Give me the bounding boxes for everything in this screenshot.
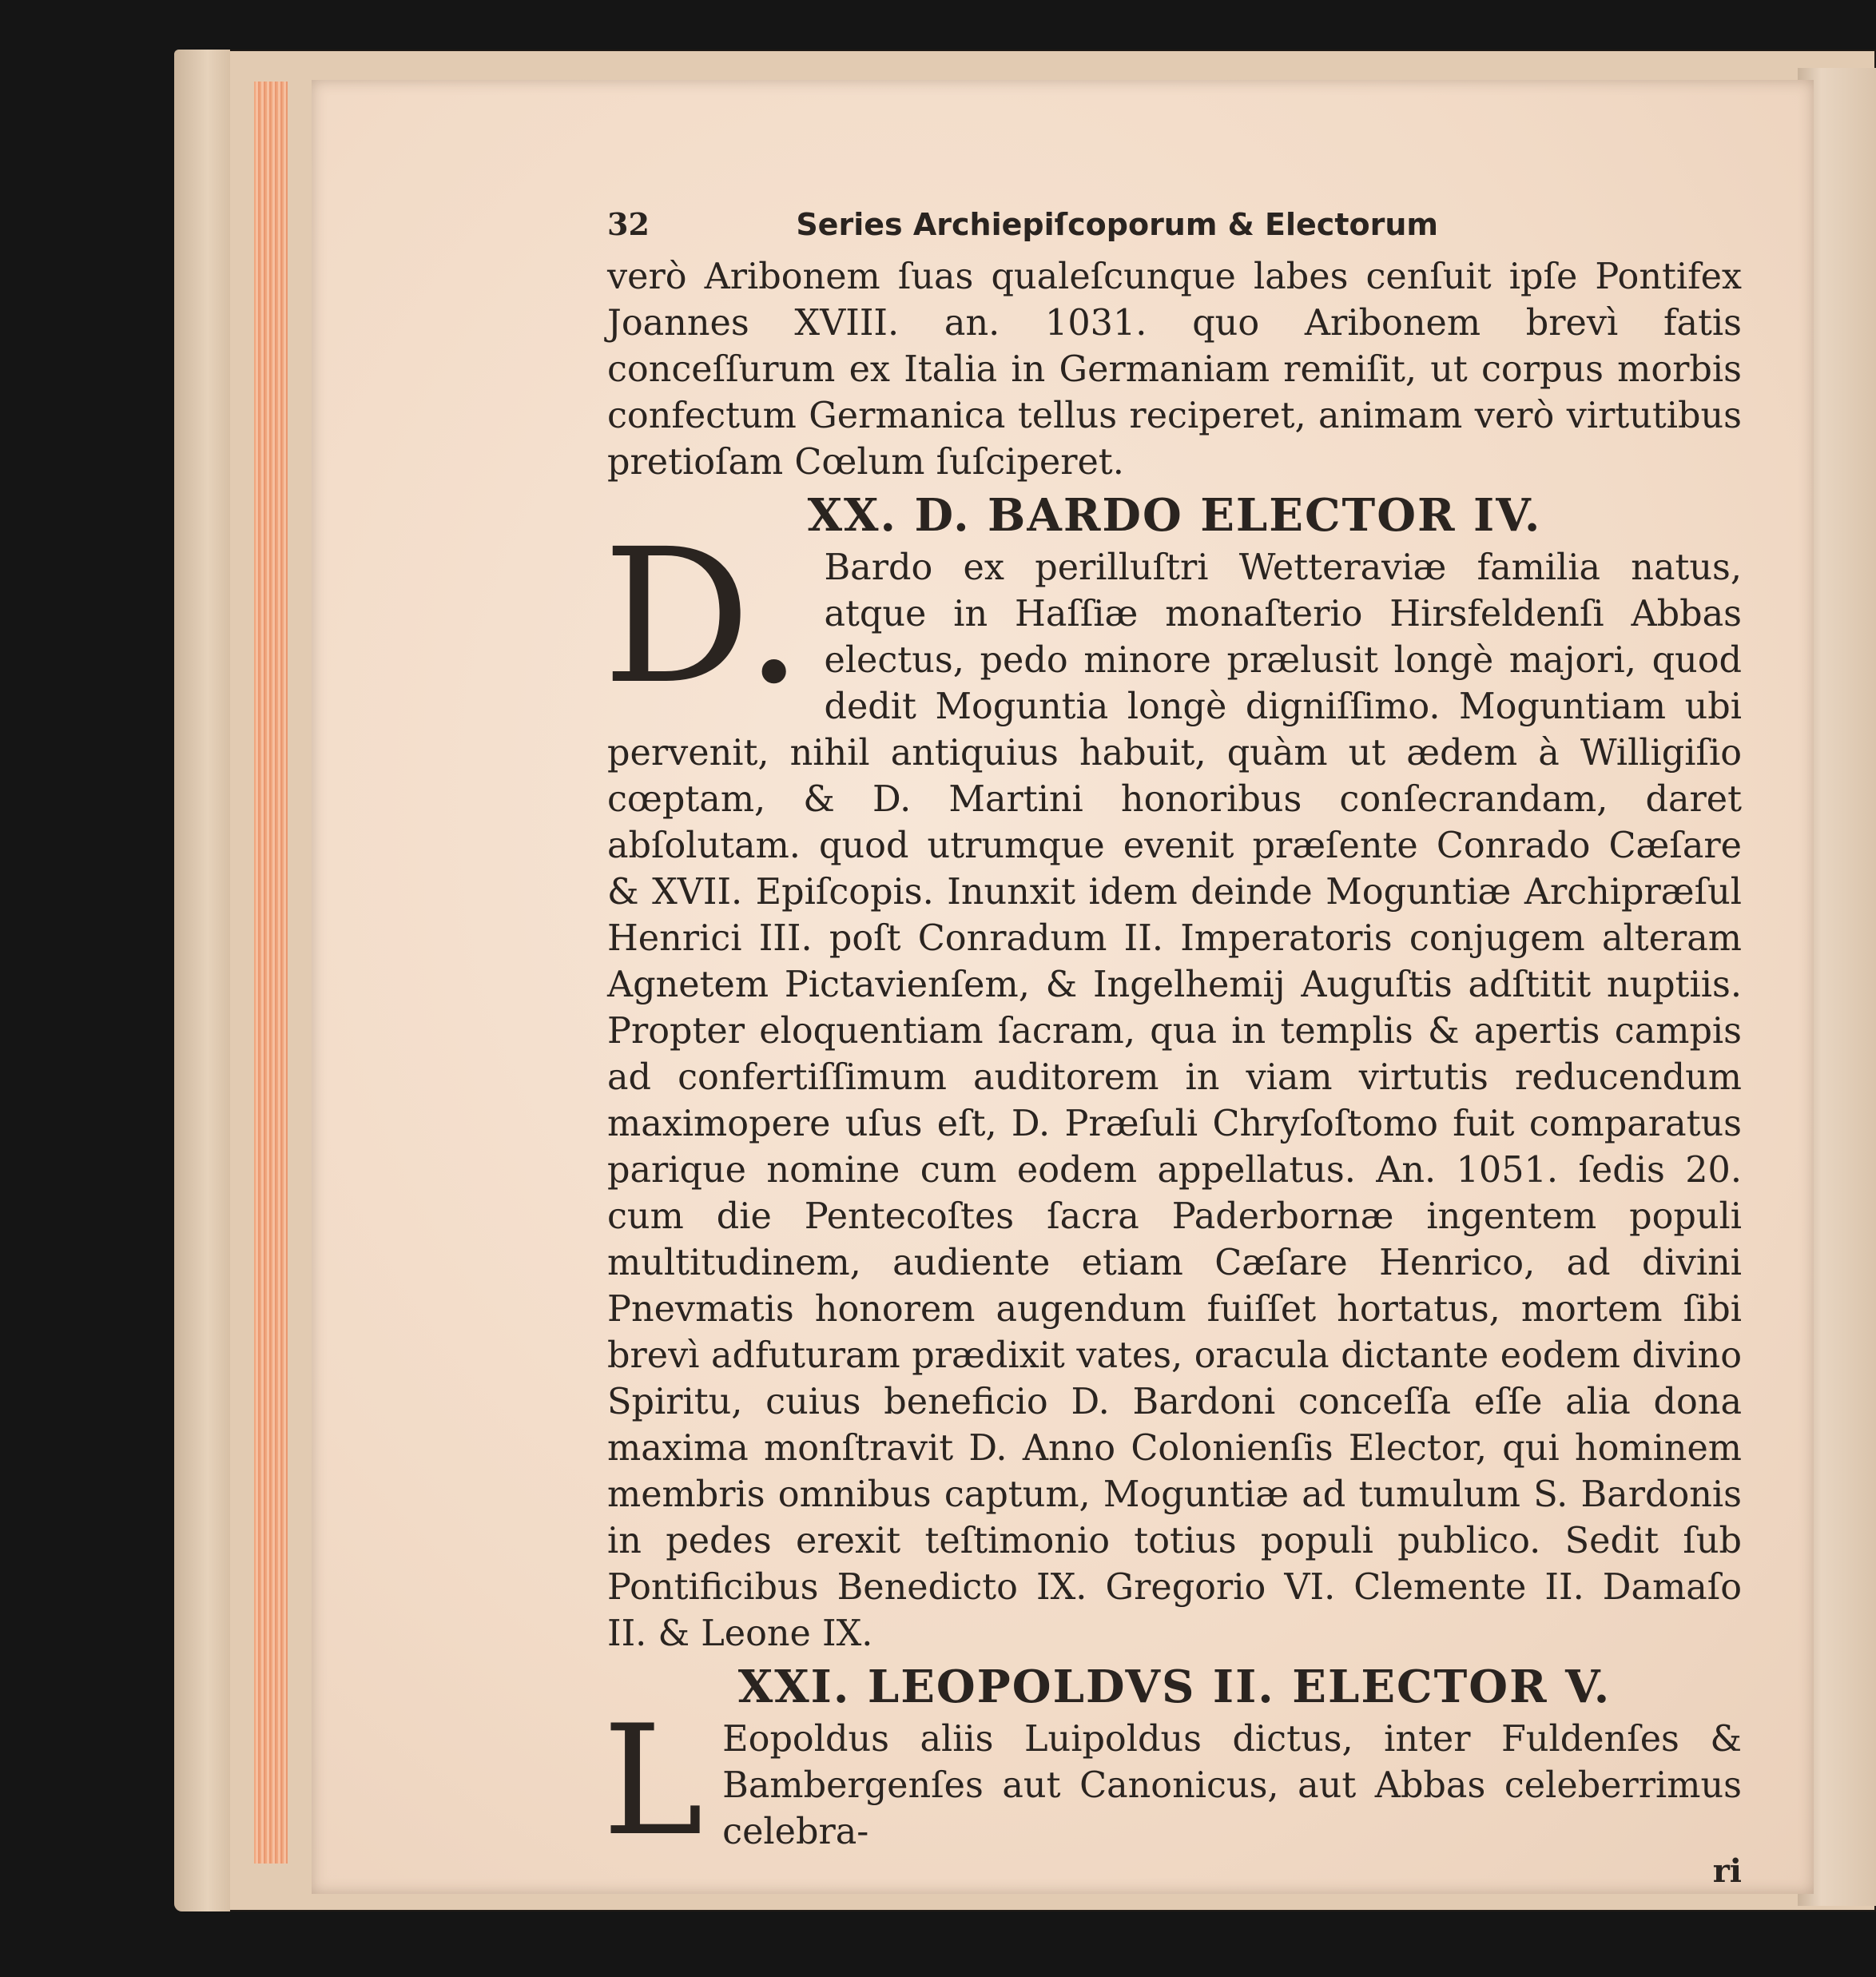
section-title-bardo: XX. D. BARDO ELECTOR IV. <box>807 489 1542 542</box>
book-cover-edge <box>174 50 230 1911</box>
bardo-paragraph: Bardo ex perilluſtri Wetteraviæ familia natus, atque in Haſſiæ monaſterio Hirsfeldenſi Abbas electus, pedo minore prælusit longè majori, quod dedit Moguntia longè digniſſimo. Moguntiam ubi pervenit, nihil antiquius habuit, quàm ut ædem à Willigiſio cœptam, & D. Martini honoribus conſecrandam, daret abſolutam. quod utrumque evenit præſente Conrado Cæſare & XVII. Epiſcopis. Inunxit idem deinde Moguntiæ Archipræſul Henrici III. poſt Conradum II. Imperatoris conjugem alteram Agnetem Pictavienſem, & Ingelhemij Auguſtis adſtitit nuptiis. Propter eloquentiam ſacram, qua in templis & apertis campis ad confertiſſimum auditorem in viam virtutis reducendum maximopere uſus eſt, D. Præſuli Chryſoſtomo fuit comparatus parique nomine cum eodem appellatus. An. 1051. ſedis 20. cum die Pentecoſtes ſacra Paderbornæ ingentem populi multitudinem, audiente etiam Cæſare Henrico, ad divini Pnevmatis honorem augendum fuiſſet hortatus, mortem ſibi brevì adfuturam prædixit vates, oracula dictante eodem divino Spiritu, cuius beneficio D. Bardoni conceſſa eſſe alia dona maxima monſtravit D. Anno Colonienſis Elector, qui hominem membris omnibus captum, Moguntiæ ad tumulum S. Bardonis in pedes erexit teſtimonio totius populi publico. Sedit ſub Pontificibus Benedicto IX. Gregorio VI. Clemente II. Damaſo II. & Leone IX. <box>607 547 1742 1654</box>
running-title: Series Archiepiſcoporum & Electorum <box>796 207 1438 242</box>
catchword: ri <box>1712 1852 1742 1890</box>
drop-cap-l: L <box>602 1693 704 1869</box>
section-body-leopoldus <box>602 1693 1742 1869</box>
drop-cap-d: D. <box>602 509 804 725</box>
page-fore-edge <box>254 82 288 1864</box>
section-title-leopoldus: XXI. LEOPOLDVS II. ELECTOR V. <box>737 1661 1612 1713</box>
page-number: 32 <box>607 206 650 242</box>
page-text <box>602 206 1742 1890</box>
running-header <box>607 206 1454 254</box>
intro-paragraph: verò Aribonem ſuas qualeſcunque labes cenſuit ipſe Pontifex Joannes XVIII. an. 1031. quo Aribonem brevì fatis conceſſurum ex Italia in Germaniam remiſit, ut corpus morbis confectum Germanica tellus reciperet, animam verò virtutibus pretioſam Cœlum ſuſciperet. <box>607 257 1742 483</box>
leopoldus-paragraph: Eopoldus aliis Luipoldus dictus, inter Fuldenſes & Bambergenſes aut Canonicus, aut Abbas celeberrimus celebra- <box>722 1719 1742 1852</box>
